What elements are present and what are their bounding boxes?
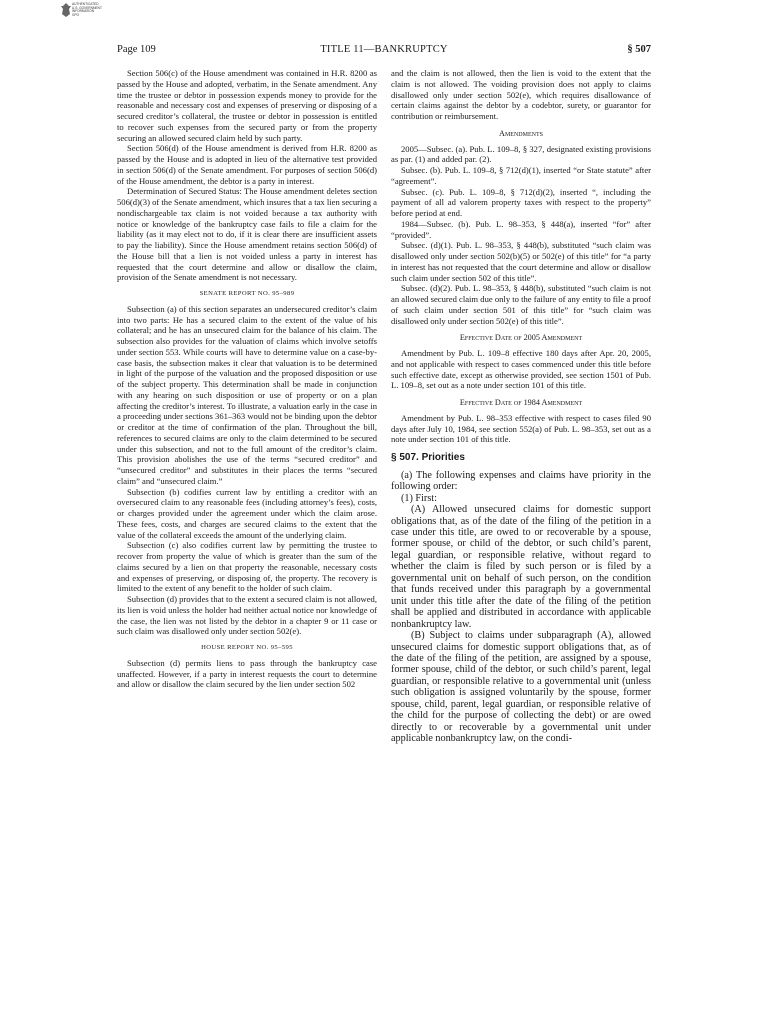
paragraph: Determination of Secured Status: The House amendment deletes section 506(d)(3) of the Senate amendment, which insures that a tax lien securing a nondischargeable tax claim is not voided because a tax authority with notice or knowledge of the bankruptcy case fails to file a claim for the liability (as it may elect not to do, if it is clear there are insufficient assets to pay the liability). Since the House amendment retains section 506(d) of the House bill that a lien is not voided unless a party in interest has requested that the court determine and allow or disallow the claim, provision of the Senate amendment is not necessary. (117, 186, 377, 283)
paragraph: Section 506(c) of the House amendment was contained in H.R. 8200 as passed by the House and adopted, verbatim, in the Senate amendment. Any time the trustee or debtor in possession expends money to provide for the reasonable and necessary cost and expenses of preserving or disposing of a secured creditor’s collateral, the trustee or debtor in possession is entitled to recover such expenses from the secured party or from the property securing an allowed secured claim held by such party. (117, 68, 377, 143)
amendment-note: Subsec. (b). Pub. L. 109–8, § 712(d)(1), inserted “or State statute” after “agreement”. (391, 165, 651, 186)
amendment-note: 1984—Subsec. (b). Pub. L. 98–353, § 448(a), inserted “for” after “provided”. (391, 218, 651, 240)
paragraph: Subsection (b) codifies current law by entitling a creditor with an oversecured claim to any reasonable fees (including attorney’s fees), costs, or charges provided under the agreement under which the claim arose. These fees, costs, and charges are secured claims to the extent that the value of the collateral exceeds the amount of the underlying claim. (117, 486, 377, 540)
eagle-seal-icon (60, 2, 72, 18)
title-heading: TITLE 11—BANKRUPTCY (320, 44, 448, 55)
amendments-heading: Amendments (499, 128, 543, 138)
senate-report-heading: SENATE REPORT NO. 95–989 (199, 290, 295, 297)
left-column (117, 68, 377, 690)
amendment-note: 2005—Subsec. (a). Pub. L. 109–8, § 327, designated existing provisions as par. (1) and added par. (2). (391, 143, 651, 165)
amendment-note: Subsec. (c). Pub. L. 109–8, § 712(d)(2), inserted “, including the payment of all ad valorem property taxes with respect to the property” before period at end. (391, 186, 651, 218)
statute-paragraph: (B) Subject to claims under subparagraph (A), allowed unsecured claims for domestic support obligations that, as of the date of the filing of the petition, are assigned by a spouse, former spouse, child of the debtor, or such child’s parent, legal guardian, or responsible relative to a governmental unit (unless such obligation is assigned voluntarily by the spouse, former spouse, child, parent, legal guardian, or responsible relative of the child for the purpose of collecting the debt) or are owed directly to or recoverable by a governmental unit under applicable nonbankruptcy law, on the condi- (391, 630, 651, 745)
page-number: Page 109 (117, 44, 156, 55)
effective-date-2005-heading: Effective Date of 2005 Amendment (459, 333, 583, 343)
paragraph: Amendment by Pub. L. 109–8 effective 180 days after Apr. 20, 2005, and not applicable with respect to cases commenced under this title before such effective date, except as otherwise provided, see section 1501 of Pub. L. 109–8, set out as a note under section 101 of this title. (391, 348, 651, 391)
amendment-note: Subsec. (d)(1). Pub. L. 98–353, § 448(b), substituted “such claim was disallowed only under section 502(b)(5) or 502(e) of this title” for “a party in interest has not requested that the court determine and allow or disallow such claim under section 502 of this title”. (391, 240, 651, 283)
paragraph: Subsection (d) permits liens to pass through the bankruptcy case unaffected. However, if a party in interest requests the court to determine and allow or disallow the claim secured by the lien under section 502 (117, 657, 377, 690)
statute-text (391, 470, 651, 745)
amendment-note: Subsec. (d)(2). Pub. L. 98–353, § 448(b), substituted “such claim is not an allowed secured claim due only to the failure of any entity to file a proof of such claim under section 501 of this title” for “such claim was disallowed only under section 502(e) of this title”. (391, 283, 651, 326)
section-marker: § 507 (627, 44, 651, 55)
section-heading: § 507. Priorities (391, 452, 465, 463)
gpo-authentication-seal (60, 2, 106, 28)
effective-date-1984-heading: Effective Date of 1984 Amendment (459, 398, 583, 407)
statute-paragraph: (a) The following expenses and claims have priority in the following order: (391, 469, 651, 493)
seal-text: AUTHENTICATED U.S. GOVERNMENT INFORMATION GPO (72, 2, 102, 17)
paragraph: Section 506(d) of the House amendment is derived from H.R. 8200 as passed by the House and is adopted in lieu of the alternative test provided in section 506(d) of the Senate amendment. For purposes of section 506(d) of the House amendment, the debtor is a party in interest. (117, 143, 377, 186)
paragraph: Subsection (a) of this section separates an undersecured creditor’s claim into two parts: He has a secured claim to the extent of the value of his collateral; and he has an unsecured claim for the balance of his claim. The subsection also provides for the valuation of claims which involve setoffs under section 553. While courts will have to determine value on a case-by-case basis, the subsection makes it clear that valuation is to be determined in light of the purpose of the valuation and the proposed disposition or use of the subject property. This determination shall be made in conjunction with any hearing on such disposition or use of property or on a plan affecting the creditor’s interest. To illustrate, a valuation early in the case in a proceeding under sections 361–363 would not be binding upon the debtor or creditor at the time of confirmation of the plan. Throughout the bill, references to secured claims are only to the claim determined to be secured under this subsection, and not to the full amount of the creditor’s claim. This provision abolishes the use of the terms “secured creditor” and “unsecured creditor” and substitutes in their places the terms “secured claim” and “unsecured claim.” (117, 303, 377, 486)
paragraph: Subsection (d) provides that to the extent a secured claim is not allowed, its lien is void unless the holder had neither actual notice nor knowledge of the case, the lien was not listed by the debtor in a chapter 9 or 11 case or such claim was disallowed only under section 502(e). (117, 594, 377, 637)
paragraph: and the claim is not allowed, then the lien is void to the extent that the claim is not allowed. The voiding provision does not apply to claims disallowed only under section 502(e), which requires disallowance of certain claims against the debtor by a codebtor, surety, or guarantor for contribution or reimbursement. (391, 68, 651, 121)
statute-paragraph: (1) First: (401, 492, 437, 504)
house-report-heading: HOUSE REPORT NO. 95–595 (201, 644, 293, 651)
right-column (391, 68, 651, 745)
statute-paragraph: (A) Allowed unsecured claims for domestic support obligations that, as of the date of the filing of the petition in a case under this title, are owed to or recoverable by a spouse, former spouse, or child of the debtor, or such child’s parent, legal guardian, or responsible relative, without regard to whether the claim is filed by such person or is filed by a governmental unit on behalf of such person, on the condition that funds received under this paragraph by a governmental unit under this title after the date of the filing of the petition shall be applied and distributed in accordance with applicable nonbankruptcy law. (391, 504, 651, 630)
paragraph: Subsection (c) also codifies current law by permitting the trustee to recover from property the value of which is greater than the sum of the claims secured by a lien on that property the reasonable, necessary costs and expenses of preserving, or disposing of, the property. The recovery is limited to the extent of any benefit to the holder of such claim. (117, 540, 377, 594)
paragraph: Amendment by Pub. L. 98–353 effective with respect to cases filed 90 days after July 10, 1984, see section 552(a) of Pub. L. 98–353, set out as a note under section 101 of this title. (391, 412, 651, 445)
running-header (117, 44, 651, 58)
